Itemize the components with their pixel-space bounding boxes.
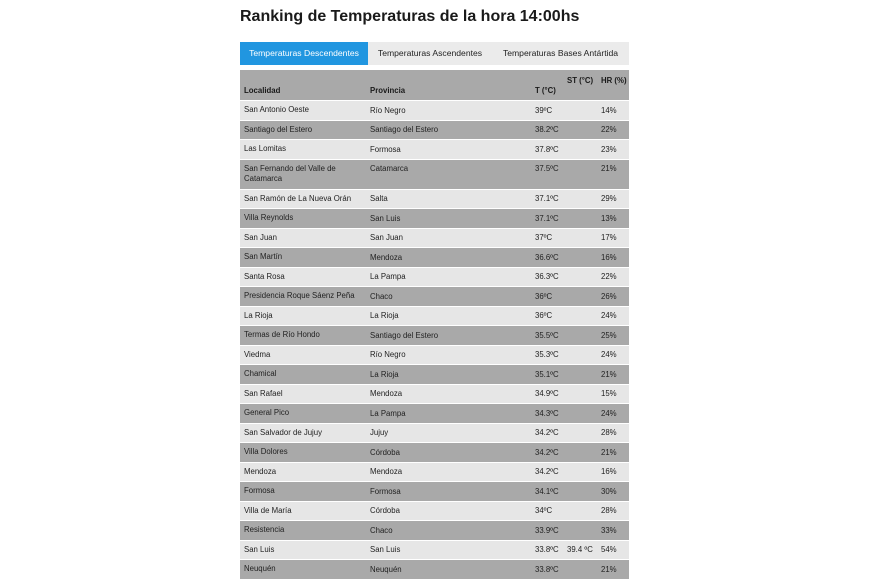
cell-localidad: Viedma — [244, 349, 271, 359]
cell-humedad: 14% — [601, 105, 617, 115]
cell-provincia: Río Negro — [370, 105, 406, 115]
cell-provincia: La Pampa — [370, 408, 406, 418]
cell-localidad: San Luis — [244, 544, 275, 554]
tab-bar — [240, 42, 629, 65]
cell-provincia: Formosa — [370, 144, 401, 154]
cell-temperatura: 35.5ºC — [535, 330, 559, 340]
cell-temperatura: 33.8ºC — [535, 564, 559, 574]
cell-humedad: 29% — [601, 194, 617, 204]
cell-temperatura: 37.8ºC — [535, 144, 559, 154]
cell-localidad: Villa Reynolds — [244, 213, 294, 223]
tab-temperaturas-descendentes[interactable]: Temperaturas Descendentes — [240, 42, 368, 65]
table-row — [240, 463, 629, 483]
header-humedad: HR (%) — [601, 76, 627, 85]
cell-humedad: 13% — [601, 213, 617, 223]
table-row — [240, 268, 629, 288]
cell-temperatura: 33.9ºC — [535, 525, 559, 535]
cell-temperatura: 34.2ºC — [535, 447, 559, 457]
table-row — [240, 326, 629, 346]
cell-localidad: La Rioja — [244, 310, 273, 320]
cell-provincia: Córdoba — [370, 506, 400, 516]
cell-provincia: La Rioja — [370, 369, 399, 379]
cell-provincia: Chaco — [370, 525, 393, 535]
table-row — [240, 101, 629, 121]
cell-provincia: Jujuy — [370, 428, 389, 438]
cell-localidad: Resistencia — [244, 525, 285, 535]
cell-localidad: San Ramón de La Nueva Orán — [244, 193, 352, 203]
cell-provincia: Córdoba — [370, 447, 400, 457]
cell-humedad: 30% — [601, 486, 617, 496]
header-provincia: Provincia — [370, 86, 406, 95]
cell-temperatura: 39ºC — [535, 105, 553, 115]
table-row — [240, 424, 629, 444]
table-row — [240, 385, 629, 405]
cell-humedad: 21% — [601, 564, 617, 574]
cell-localidad: Termas de Río Hondo — [244, 330, 320, 340]
table-body — [240, 101, 629, 580]
cell-temperatura: 34.9ºC — [535, 389, 559, 399]
cell-humedad: 15% — [601, 389, 617, 399]
table-header — [240, 70, 629, 101]
cell-temperatura: 34.3ºC — [535, 408, 559, 418]
cell-humedad: 23% — [601, 144, 617, 154]
table-row — [240, 541, 629, 561]
cell-provincia: Mendoza — [370, 467, 403, 477]
cell-temperatura: 34.1ºC — [535, 486, 559, 496]
cell-humedad: 22% — [601, 125, 617, 135]
cell-localidad: San Rafael — [244, 388, 283, 398]
cell-temperatura: 34.2ºC — [535, 467, 559, 477]
cell-temperatura: 37.1ºC — [535, 213, 559, 223]
cell-provincia: San Luis — [370, 213, 401, 223]
cell-localidad: Villa Dolores — [244, 447, 288, 457]
cell-localidad: Chamical — [244, 369, 277, 379]
tab-temperaturas-ascendentes[interactable]: Temperaturas Ascendentes — [368, 42, 492, 65]
cell-localidad: Neuquén — [244, 564, 276, 574]
cell-localidad: Presidencia Roque Sáenz Peña — [244, 291, 355, 301]
cell-temperatura: 33.8ºC — [535, 545, 559, 555]
table-row — [240, 482, 629, 502]
cell-provincia: Chaco — [370, 291, 393, 301]
cell-temperatura: 36.3ºC — [535, 272, 559, 282]
cell-humedad: 22% — [601, 272, 617, 282]
table-row — [240, 190, 629, 210]
cell-localidad: Santiago del Estero — [244, 124, 313, 134]
header-sensacion-termica: ST (°C) — [567, 76, 594, 85]
cell-humedad: 16% — [601, 467, 617, 477]
header-localidad: Localidad — [244, 86, 281, 95]
cell-humedad: 54% — [601, 545, 617, 555]
cell-localidad: San Martín — [244, 252, 283, 262]
cell-localidad: Villa de María — [244, 505, 292, 515]
cell-localidad: Santa Rosa — [244, 271, 285, 281]
ranking-table — [240, 70, 629, 580]
cell-temperatura: 34.2ºC — [535, 428, 559, 438]
cell-provincia: San Luis — [370, 545, 401, 555]
cell-localidad: San Antonio Oeste — [244, 105, 310, 115]
cell-temperatura: 36ºC — [535, 291, 553, 301]
cell-temperatura: 37.5ºC — [535, 163, 559, 173]
cell-temperatura: 35.3ºC — [535, 350, 559, 360]
cell-humedad: 21% — [601, 447, 617, 457]
table-row — [240, 346, 629, 366]
cell-humedad: 24% — [601, 350, 617, 360]
cell-humedad: 24% — [601, 408, 617, 418]
cell-provincia: Mendoza — [370, 252, 403, 262]
cell-localidad: San Fernando del Valle de Catamarca — [244, 163, 336, 183]
cell-localidad: San Salvador de Jujuy — [244, 427, 323, 437]
table-row — [240, 560, 629, 580]
cell-humedad: 21% — [601, 369, 617, 379]
cell-localidad: San Juan — [244, 232, 277, 242]
cell-localidad: Las Lomitas — [244, 144, 287, 154]
tab-temperaturas-bases-antartida[interactable]: Temperaturas Bases Antártida — [492, 42, 629, 65]
table-row — [240, 287, 629, 307]
cell-provincia: Santiago del Estero — [370, 125, 439, 135]
cell-provincia: La Rioja — [370, 311, 399, 321]
table-row — [240, 209, 629, 229]
cell-provincia: Catamarca — [370, 163, 409, 173]
cell-humedad: 33% — [601, 525, 617, 535]
cell-humedad: 28% — [601, 428, 617, 438]
cell-humedad: 28% — [601, 506, 617, 516]
cell-provincia: San Juan — [370, 233, 403, 243]
table-row — [240, 121, 629, 141]
cell-sensacion-termica: 39.4 ºC — [567, 545, 593, 555]
cell-localidad: Formosa — [244, 486, 275, 496]
cell-provincia: Salta — [370, 194, 388, 204]
cell-temperatura: 36.6ºC — [535, 252, 559, 262]
cell-localidad: General Pico — [244, 408, 290, 418]
page-title: Ranking de Temperaturas de la hora 14:00hs — [240, 8, 580, 25]
cell-provincia: Formosa — [370, 486, 401, 496]
header-temperatura: T (°C) — [535, 86, 556, 95]
cell-humedad: 16% — [601, 252, 617, 262]
cell-provincia: Neuquén — [370, 564, 402, 574]
cell-humedad: 26% — [601, 291, 617, 301]
cell-humedad: 21% — [601, 163, 617, 173]
cell-humedad: 25% — [601, 330, 617, 340]
cell-temperatura: 36ºC — [535, 311, 553, 321]
table-row — [240, 521, 629, 541]
cell-humedad: 17% — [601, 233, 617, 243]
cell-provincia: Río Negro — [370, 350, 406, 360]
table-row — [240, 443, 629, 463]
table-row — [240, 160, 629, 190]
cell-provincia: La Pampa — [370, 272, 406, 282]
cell-temperatura: 37ºC — [535, 233, 553, 243]
cell-provincia: Santiago del Estero — [370, 330, 439, 340]
cell-temperatura: 37.1ºC — [535, 194, 559, 204]
table-row — [240, 404, 629, 424]
table-row — [240, 140, 629, 160]
cell-temperatura: 34ºC — [535, 506, 553, 516]
cell-temperatura: 38.2ºC — [535, 125, 559, 135]
table-row — [240, 229, 629, 249]
table-row — [240, 502, 629, 522]
cell-temperatura: 35.1ºC — [535, 369, 559, 379]
table-row — [240, 248, 629, 268]
cell-humedad: 24% — [601, 311, 617, 321]
cell-provincia: Mendoza — [370, 389, 403, 399]
table-row — [240, 365, 629, 385]
cell-localidad: Mendoza — [244, 466, 277, 476]
table-row — [240, 307, 629, 327]
